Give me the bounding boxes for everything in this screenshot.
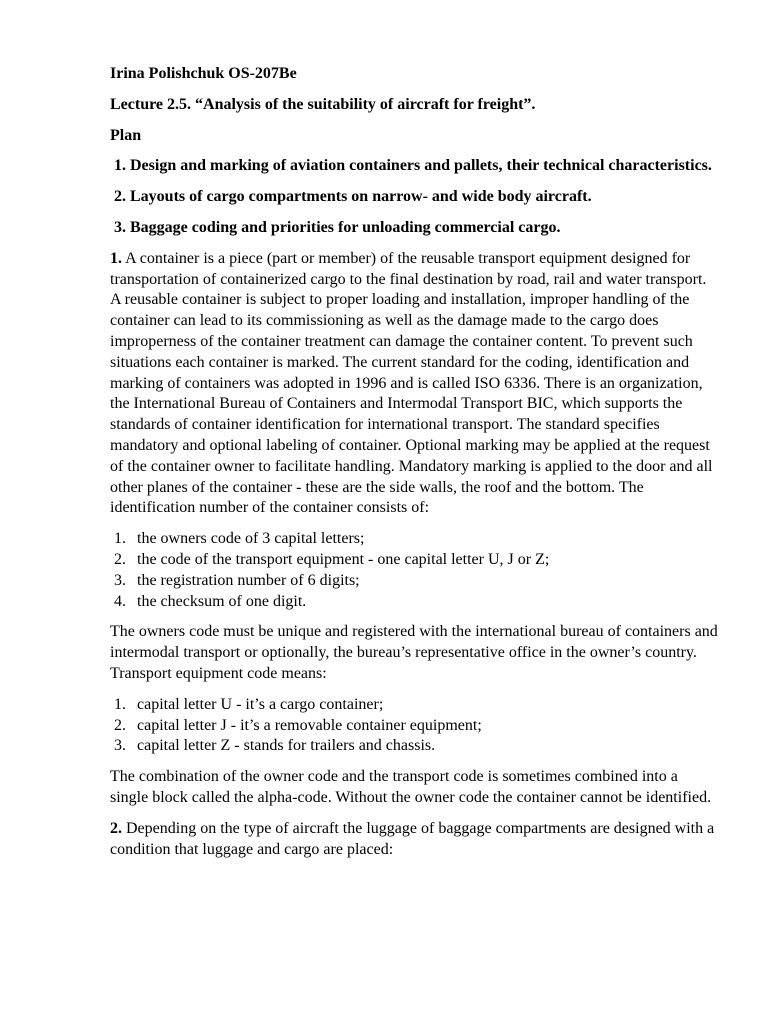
section-2-intro bbox=[110, 819, 718, 861]
list-item bbox=[110, 695, 718, 716]
section-1-intro-text: A container is a piece (part or member) of the reusable transport equipment designed for transportation of containerized cargo to the final destination by road, rail and water transport. A reusable container is subject to proper loading and installation, improper handling of the container can lead to its commissioning as well as the damage made to the cargo does improperness of the container treatment can damage the container content. To prevent such situations each container is marked. The current standard for the coding, identification and marking of containers was adopted in 1996 and is called ISO 6336. There is an organization, the International Bureau of Containers and Intermodal Transport BIC, which supports the standards of container identification for international transport. The standard specifies mandatory and optional labeling of container. Optional marking may be applied at the request of the container owner to facilitate handling. Mandatory marking is applied to the door and all other planes of the container - these are the side walls, the roof and the bottom. The identification number of the container consists of: bbox=[110, 249, 713, 517]
list-item bbox=[110, 736, 718, 757]
list-item-number: 2. bbox=[114, 550, 126, 568]
list-item-text: the registration number of 6 digits; bbox=[137, 571, 360, 589]
list-item-number: 1. bbox=[114, 695, 126, 713]
list-item-text: the checksum of one digit. bbox=[137, 592, 307, 610]
list-item bbox=[110, 529, 718, 550]
list-item-number: 4. bbox=[114, 592, 126, 610]
plan-item-1: 1. Design and marking of aviation containers and pallets, their technical characteristics. bbox=[114, 157, 712, 175]
list-item-number: 1. bbox=[114, 530, 126, 548]
list-item-number: 3. bbox=[114, 737, 126, 755]
author-line: Irina Polishchuk OS-207Be bbox=[110, 65, 297, 82]
list-item bbox=[110, 592, 718, 613]
list-item bbox=[110, 716, 718, 737]
list-item-text: capital letter U - it’s a cargo container; bbox=[137, 695, 384, 713]
section-1-intro bbox=[110, 249, 718, 519]
list-item-text: the owners code of 3 capital letters; bbox=[137, 530, 365, 548]
section-2-number: 2. bbox=[110, 819, 122, 837]
plan-item-2: 2. Layouts of cargo compartments on narrow- and wide body aircraft. bbox=[114, 188, 592, 206]
list-item-number: 3. bbox=[114, 571, 126, 589]
list-item-text: capital letter Z - stands for trailers and chassis. bbox=[137, 737, 436, 755]
equipment-code-list bbox=[110, 695, 718, 757]
alpha-code-paragraph: The combination of the owner code and the transport code is sometimes combined into a single block called the alpha-code. Without the owner code the container cannot be identified. bbox=[110, 768, 712, 806]
list-item-number: 2. bbox=[114, 716, 126, 734]
list-item bbox=[110, 571, 718, 592]
list-item-text: capital letter J - it’s a removable container equipment; bbox=[137, 716, 482, 734]
section-1-number: 1. bbox=[110, 249, 122, 267]
document-page bbox=[110, 64, 718, 870]
lecture-title: Lecture 2.5. “Analysis of the suitability of aircraft for freight”. bbox=[110, 95, 536, 113]
plan-item-3: 3. Baggage coding and priorities for unloading commercial cargo. bbox=[114, 218, 561, 236]
list-item bbox=[110, 550, 718, 571]
section-2-intro-text: Depending on the type of aircraft the luggage of baggage compartments are designed with a condition that luggage and cargo are placed: bbox=[110, 819, 715, 858]
list-item-text: the code of the transport equipment - one capital letter U, J or Z; bbox=[137, 550, 550, 568]
plan-label: Plan bbox=[110, 126, 142, 144]
container-id-list bbox=[110, 529, 718, 612]
owners-code-paragraph: The owners code must be unique and registered with the international bureau of containers and intermodal transport or optionally, the bureau’s representative office in the owner’s country. Transport equipment code means: bbox=[110, 623, 718, 682]
